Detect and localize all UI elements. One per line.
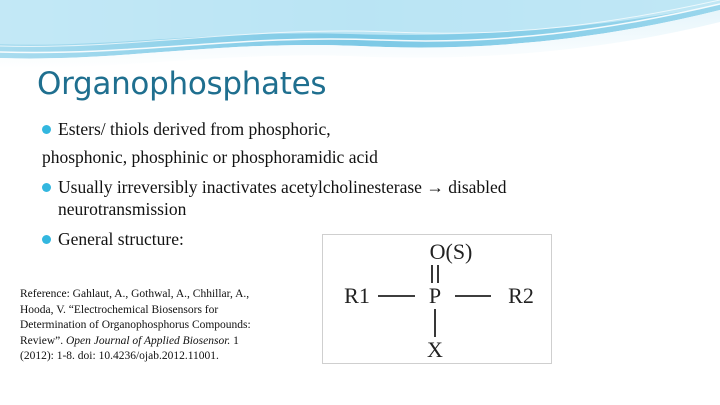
structure-top-label: O(S) — [429, 239, 473, 264]
structure-bottom-label: X — [427, 337, 443, 362]
bullet-text: Usually irreversibly inactivates acetylcholinesterase → disabled neurotransmission — [58, 177, 507, 219]
structure-left-label: R1 — [344, 283, 370, 308]
slide-title: Organophosphates — [37, 66, 327, 102]
bullet-item — [42, 176, 602, 220]
general-structure-diagram — [322, 234, 552, 364]
reference-citation — [20, 287, 265, 365]
bullet-list — [42, 118, 602, 250]
bullet-dot-icon — [42, 235, 51, 244]
structure-center-label: P — [428, 283, 442, 308]
structure-svg — [323, 235, 551, 363]
reference-journal: Open Journal of Applied Biosensor. — [65, 334, 231, 347]
bullet-continuation: phosphonic, phosphinic or phosphoramidic acid — [42, 147, 378, 167]
bullet-text: Esters/ thiols derived from phosphoric, — [58, 119, 331, 139]
bullet-dot-icon — [42, 183, 51, 192]
bullet-text: General structure: — [58, 229, 184, 249]
reference-prefix: Reference: Gahlaut, A., Gothwal, A., Chhillar, A., Hooda, V. “Electrochemical Biosensors for Determination of Organophosphorus Compounds: Review”. — [20, 288, 251, 347]
header-wave-decoration — [0, 0, 720, 70]
reference-suffix: 1 (2012): 1-8. doi: 10.4236/ojab.2012.11001. — [20, 334, 239, 363]
bullet-item — [42, 118, 602, 140]
structure-right-label: R2 — [508, 283, 534, 308]
bullet-dot-icon — [42, 125, 51, 134]
